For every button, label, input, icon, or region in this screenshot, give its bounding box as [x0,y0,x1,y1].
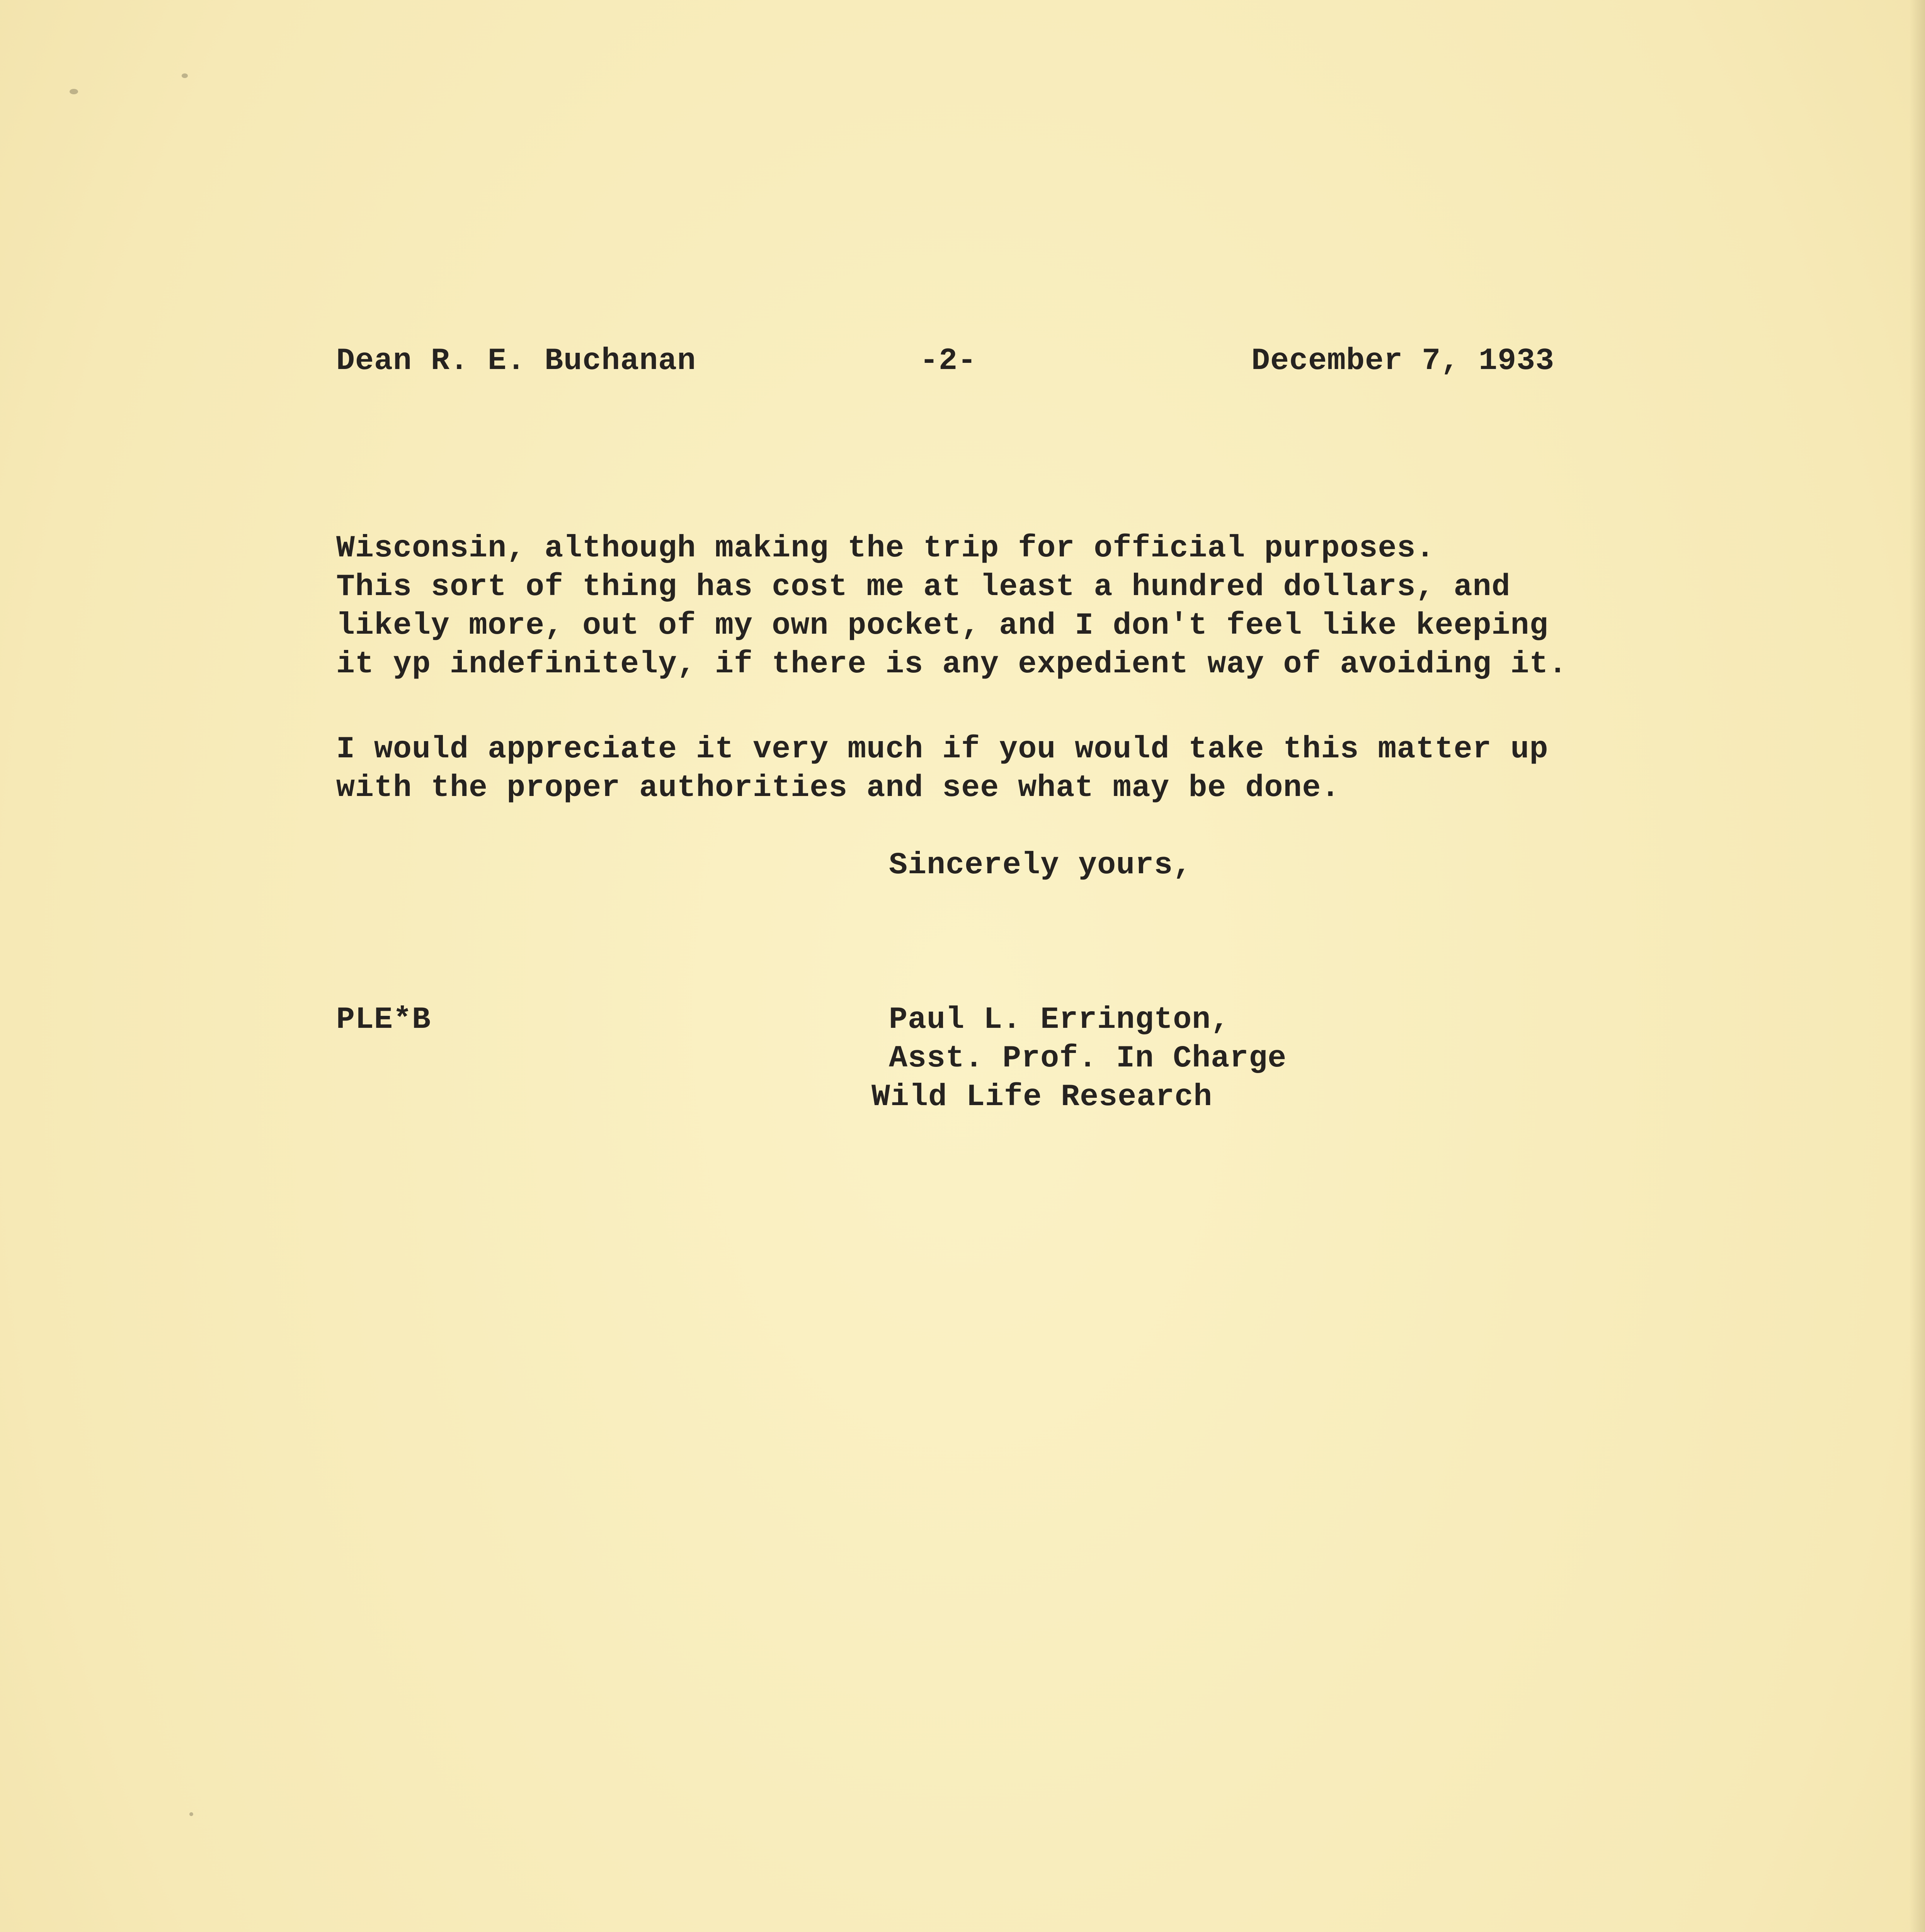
paper-speck [189,1812,193,1816]
page-edge-shadow [1910,0,1925,1932]
body-line: Wisconsin, although making the trip for official purposes. [336,531,1435,566]
closing-salutation: Sincerely yours, [889,848,1192,883]
body-line: it yp indefinitely, if there is any expedient way of avoiding it. [336,647,1568,682]
header-page-number: -2- [920,344,977,379]
header-recipient: Dean R. E. Buchanan [336,344,696,379]
body-line: likely more, out of my own pocket, and I don't feel like keeping [336,608,1549,643]
header-date: December 7, 1933 [1251,344,1555,379]
body-line: I would appreciate it very much if you would take this matter up [336,732,1549,767]
body-line: with the proper authorities and see what may be done. [336,770,1340,806]
reference-initials: PLE*B [336,1002,431,1037]
paper-speck [70,89,78,94]
signature-department: Wild Life Research [871,1080,1213,1115]
body-line: This sort of thing has cost me at least a hundred dollars, and [336,570,1511,605]
paper-speck [182,73,188,78]
signature-name: Paul L. Errington, [889,1002,1230,1037]
signature-title: Asst. Prof. In Charge [889,1041,1287,1076]
